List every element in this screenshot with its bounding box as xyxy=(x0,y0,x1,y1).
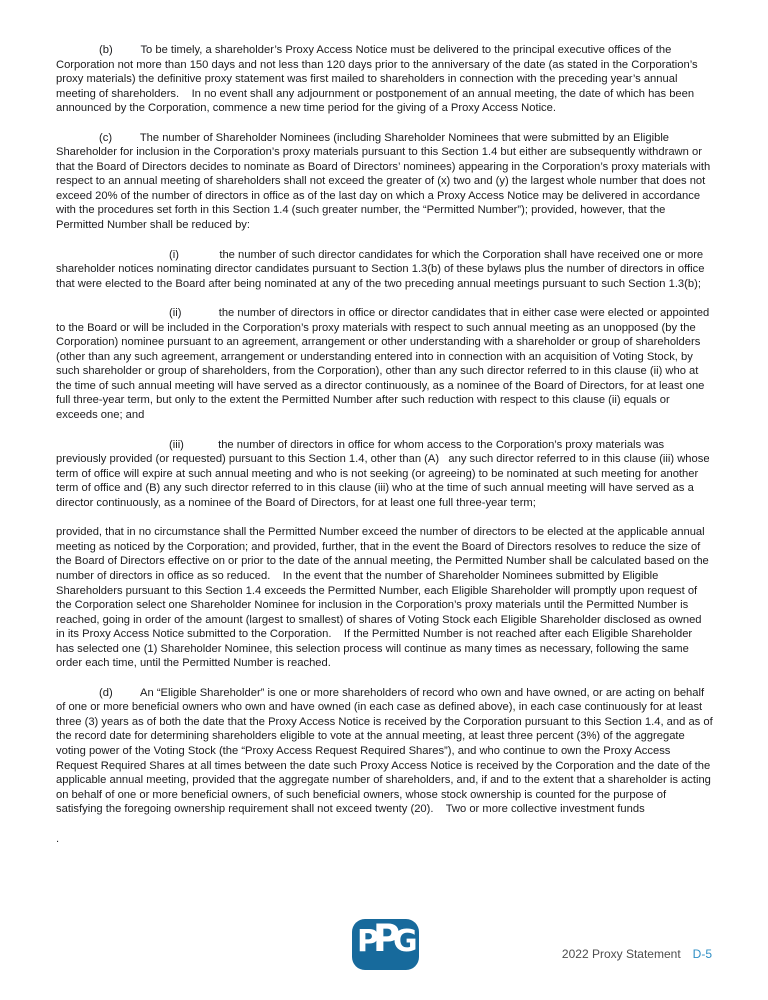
page-footer xyxy=(0,910,768,1000)
logo-letter: P xyxy=(373,919,401,960)
paragraph-provided: provided, that in no circumstance shall the Permitted Number exceed the number of directors to be elected at the applicable annual meeting as noticed by the Corporation; and provided, further, that in the event the Board of Directors resolves to reduce the size of the Board of Directors effective on or prior to the date of the annual meeting, the Permitted Number shall be calculated based on the number of directors in office as so reduced. In the event that the number of Shareholder Nominees submitted by Eligible Shareholders pursuant to this Section 1.4 exceeds the Permitted Number, each Eligible Shareholder will promptly upon request of the Corporation select one Shareholder Nominee for inclusion in the Corporation’s proxy materials until the Permitted Number is reached, going in order of the amount (largest to smallest) of shares of Voting Stock each Eligible Shareholder disclosed as owned in its Proxy Access Notice submitted to the Corporation. If the Permitted Number is not reached after each Eligible Shareholder has selected one (1) Shareholder Nominee, this selection process will continue as many times as necessary, following the same order each time, until the Permitted Number is reached. xyxy=(56,526,712,670)
trailing-period: . xyxy=(56,832,60,845)
page-number: D-5 xyxy=(692,947,712,961)
footer-text xyxy=(562,947,712,962)
paragraph-c: (c) The number of Shareholder Nominees (including Shareholder Nominees that were submitted by an Eligible Shareholder for inclusion in the Corporation’s proxy materials pursuant to this Section 1.4 but either are subsequently withdrawn or that the Board of Directors decides to nominate as Board of Directors’ nominees) appearing in the Corporation’s proxy materials with respect to an annual meeting of shareholders shall not exceed the greater of (x) two and (y) the largest whole number that does not exceed 20% of the number of directors in office as of the last day on which a Proxy Access Notice may be delivered in accordance with the procedures set forth in this Section 1.4 (such greater number, the “Permitted Number”); provided, however, that the Permitted Number shall be reduced by: xyxy=(56,131,714,232)
ppg-logo xyxy=(352,919,419,970)
logo-letter: G xyxy=(393,924,418,959)
proxy-statement-label: 2022 Proxy Statement xyxy=(561,947,681,961)
paragraph-d: (d) An “Eligible Shareholder” is one or more shareholders of record who own and have owned, or are acting on behalf of one or more beneficial owners who own and have owned (in each case as defined above), in each case continuously for at least three (3) years as of both the date that the Proxy Access Notice is received by the Corporation pursuant to this Section 1.4, and as of the record date for determining shareholders eligible to vote at the annual meeting, at least three percent (3%) of the aggregate voting power of the Voting Stock (the “Proxy Access Request Required Shares”), and who continue to own the Proxy Access Request Required Shares at all times between the date such Proxy Access Notice is received by the Corporation and the date of the applicable annual meeting, provided that the aggregate number of shareholders, and, if and to the extent that a shareholder is acting on behalf of one or more beneficial owners, of such beneficial owners, whose stock ownership is counted for the purpose of satisfying the foregoing ownership requirement shall not exceed twenty (20). Two or more collective investment funds xyxy=(56,686,716,816)
logo-letter: P xyxy=(357,924,379,959)
clause-ii: (ii) the number of directors in office or director candidates that in either case were elected or appointed to the Board or will be included in the Corporation’s proxy materials with respect to such annual meeting as an unopposed (by the Corporation) nominee pursuant to an agreement, arrangement or other understanding with a shareholder or group of shareholders (other than any such agreement, arrangement or understanding entered into in connection with an acquisition of Voting Stock, by such shareholder or group of shareholders, from the Corporation), other than any such director referred to in this clause (ii) who at the time of such annual meeting will have served as a director continuously, as a nominee of the Board of Directors, for at least one full three-year term, but only to the extent the Permitted Number after such reduction with respect to this clause (ii) equals or exceeds one; and xyxy=(56,307,713,422)
paragraph-b: (b) To be timely, a shareholder’s Proxy Access Notice must be delivered to the principal executive offices of the Corporation not more than 150 days and not less than 120 days prior to the anniversary of the date (as stated in the Corporation’s proxy materials) the definitive proxy statement was first mailed to shareholders in connection with the preceding year’s annual meeting of shareholders. In no event shall any adjournment or postponement of an annual meeting, the date of which has been announced by the Corporation, commence a new time period for the giving of a Proxy Access Notice. xyxy=(56,44,701,115)
clause-iii: (iii) the number of directors in office for whom access to the Corporation’s proxy materials was previously provided (or requested) pursuant to this Section 1.4, other than (A) any such director referred to in this clause (iii) whose term of office will expire at such annual meeting and who is not seeking (or agreeing) to be nominated at such meeting for another term of office and (B) any such director referred to in this clause (iii) who at the time of such annual meeting will have served as a director continuously, as a nominee of the Board of Directors, for at least one full three-year term; xyxy=(56,438,713,509)
clause-i: (i) the number of such director candidates for which the Corporation shall have received one or more shareholder notices nominating director candidates pursuant to Section 1.3(b) of these bylaws plus the number of directors in office that were elected to the Board after being nominated at any of the two preceding annual meetings pursuant to such Section 1.3(b); xyxy=(56,248,708,290)
body-text xyxy=(56,43,716,861)
